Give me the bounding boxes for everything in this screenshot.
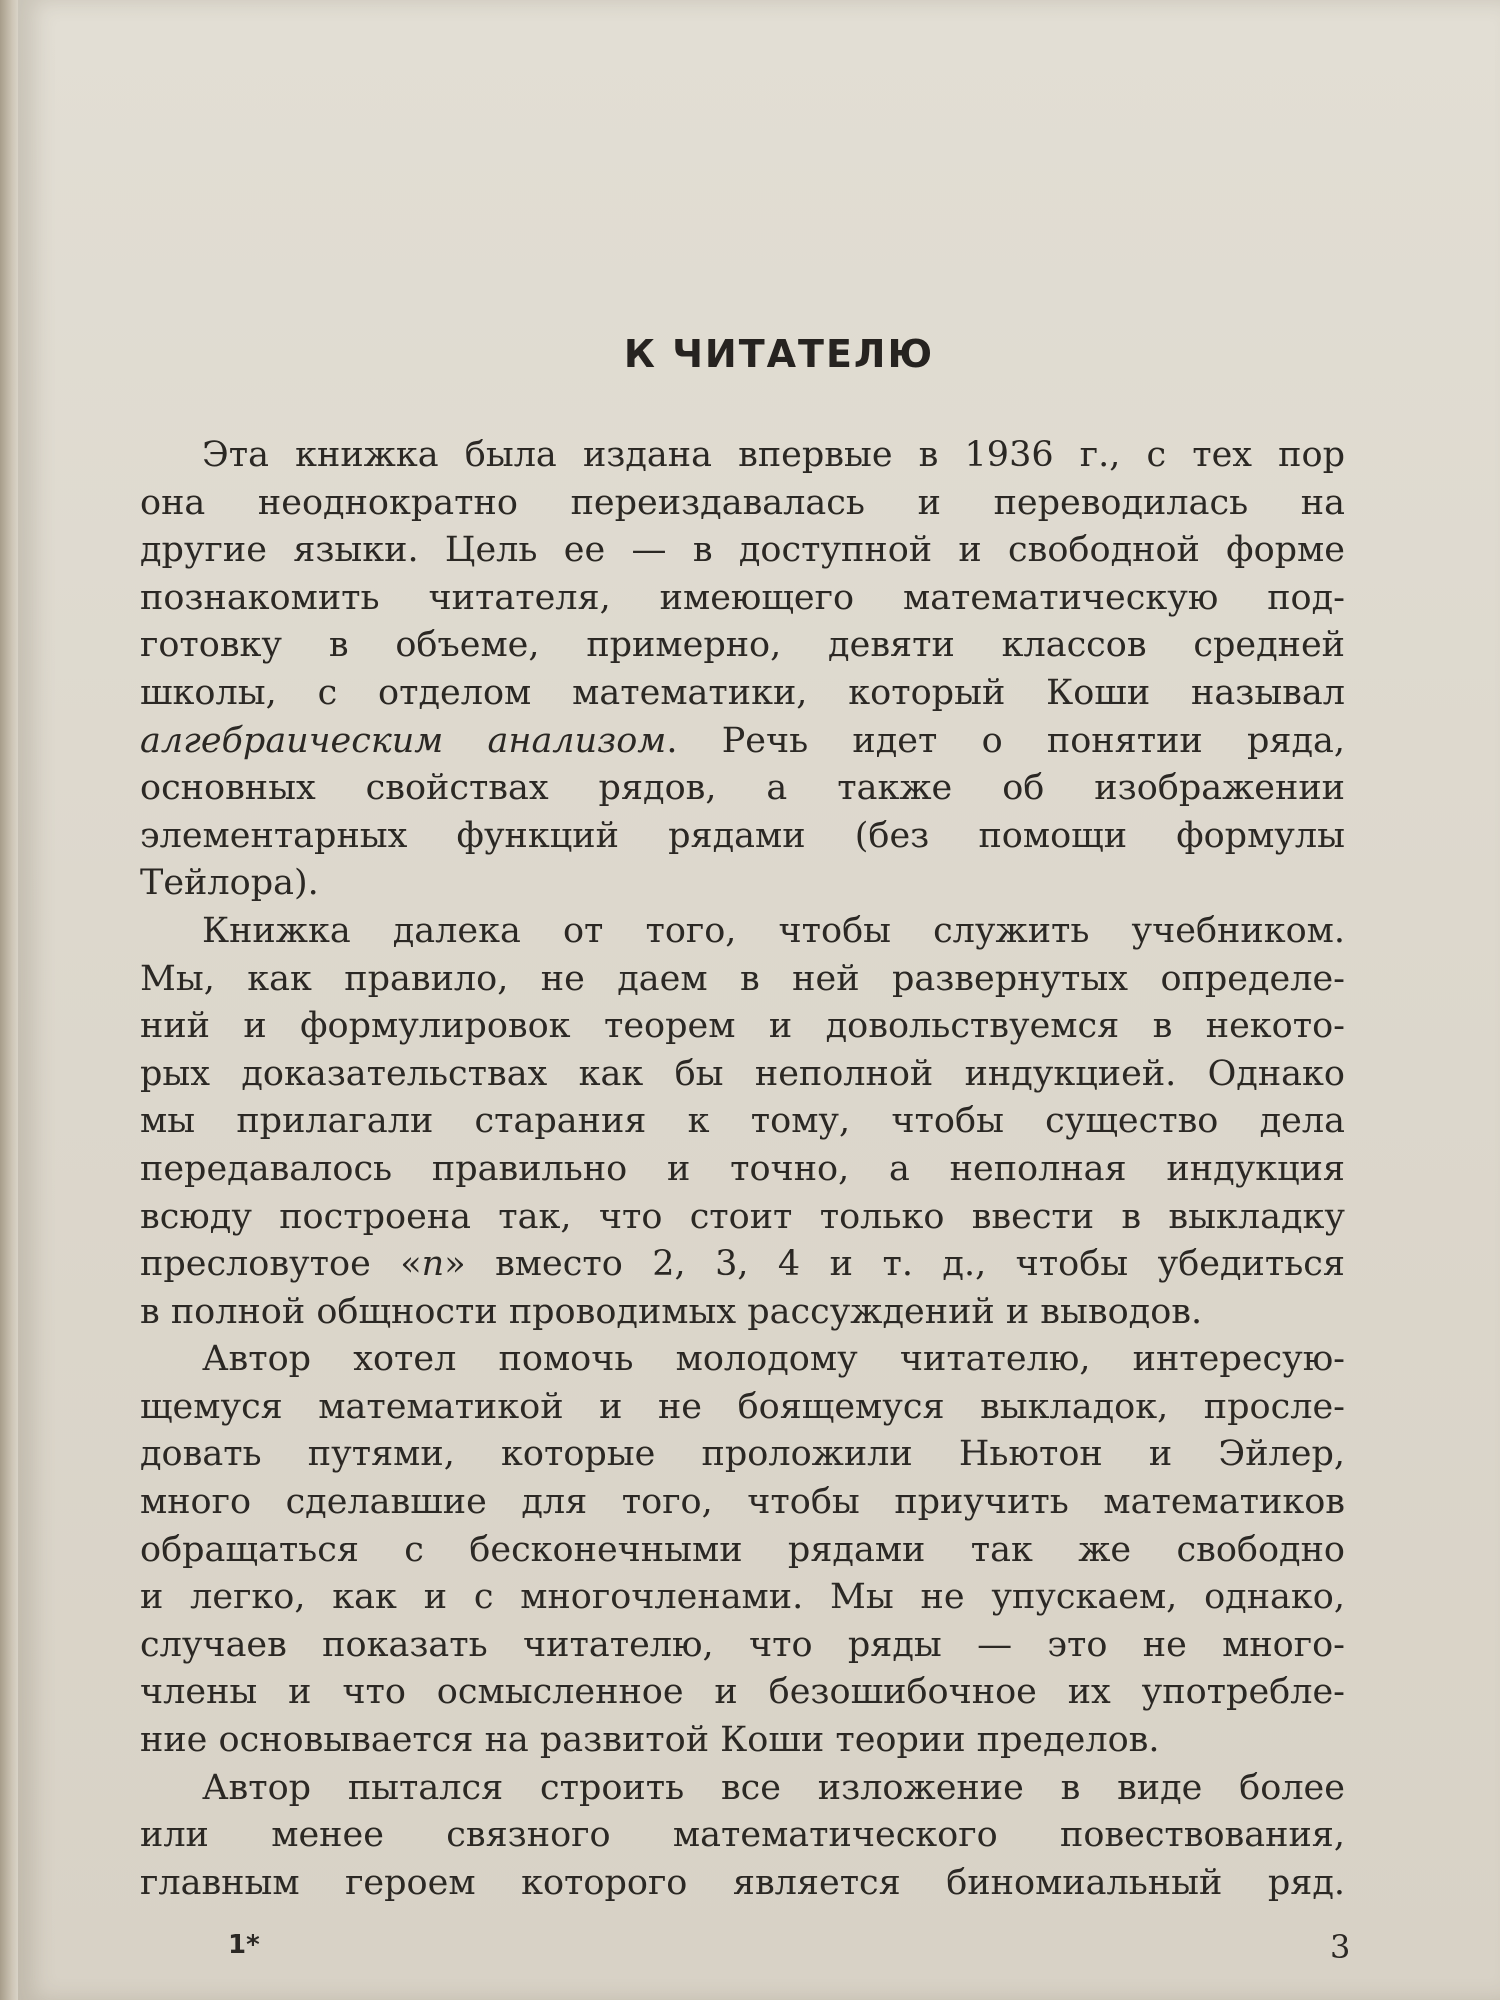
text-line: Тейлора). <box>140 863 319 904</box>
text-line: готовку в объеме, примерно, девяти классов средней <box>140 625 1345 666</box>
text-line: щемуся математикой и не боящемуся выкладок, просле- <box>140 1386 1345 1427</box>
text-line: главным героем которого является биномиальный ряд. <box>140 1862 1345 1903</box>
text-line: всюду построена так, что стоит только ввести в выкладку <box>140 1196 1345 1237</box>
text-line: Автор хотел помочь молодому читателю, интересую- <box>202 1339 1345 1380</box>
text-line: передавалось правильно и точно, а неполная индукция <box>140 1148 1345 1189</box>
text-line: или менее связного математического повествования, <box>140 1815 1345 1856</box>
text-line: мы прилагали старания к тому, чтобы существо дела <box>140 1101 1345 1142</box>
text-line: ний и формулировок теорем и довольствуемся в некото- <box>140 1006 1345 1047</box>
text-line: основных свойствах рядов, а также об изображении <box>140 768 1345 809</box>
text-line: другие языки. Цель ее — в доступной и свободной форме <box>140 530 1345 571</box>
text-line: ние основывается на развитой Коши теории пределов. <box>140 1720 1160 1761</box>
text-line: много сделавшие для того, чтобы приучить математиков <box>140 1482 1345 1523</box>
text-line: довать путями, которые проложили Ньютон и Эйлер, <box>140 1434 1345 1475</box>
text-line-with-italic-n: пресловутое «n» вместо 2, 3, 4 и т. д., чтобы убедиться <box>140 1244 1345 1285</box>
page-title: К ЧИТАТЕЛЮ <box>623 332 935 376</box>
page-number: 3 <box>1330 1928 1351 1966</box>
text-line: Автор пытался строить все изложение в виде более <box>202 1767 1345 1808</box>
text-line: Мы, как правило, не даем в ней развернутых определе- <box>140 958 1345 999</box>
text-line: Эта книжка была издана впервые в 1936 г., с тех пор <box>202 435 1345 475</box>
text-line: познакомить читателя, имеющего математическую под- <box>140 577 1345 618</box>
text-line: члены и что осмысленное и безошибочное их употребле- <box>140 1672 1345 1713</box>
book-page <box>18 0 1500 2000</box>
text-line: элементарных функций рядами (без помощи формулы <box>140 815 1345 856</box>
text-line: Книжка далека от того, чтобы служить учебником. <box>202 910 1345 951</box>
text-line: школы, с отделом математики, который Коши называл <box>140 672 1345 713</box>
signature-mark: 1* <box>228 1930 260 1960</box>
text-line: она неоднократно переиздавалась и переводилась на <box>140 482 1345 523</box>
text-line: обращаться с бесконечными рядами так же свободно <box>140 1529 1345 1570</box>
body-text <box>140 432 1345 1907</box>
italic-term: алгебраическим анализом <box>140 720 667 761</box>
text-line: рых доказательствах как бы неполной индукцией. Однако <box>140 1053 1345 1094</box>
text-line: и легко, как и с многочленами. Мы не упускаем, однако, <box>140 1577 1345 1618</box>
italic-term: n <box>421 1244 445 1285</box>
text-line-italic: алгебраическим анализом. Речь идет о понятии ряда, <box>140 720 1345 761</box>
text-line: случаев показать читателю, что ряды — это не много- <box>140 1624 1345 1665</box>
text-line: в полной общности проводимых рассуждений и выводов. <box>140 1291 1203 1332</box>
book-gutter <box>0 0 18 2000</box>
